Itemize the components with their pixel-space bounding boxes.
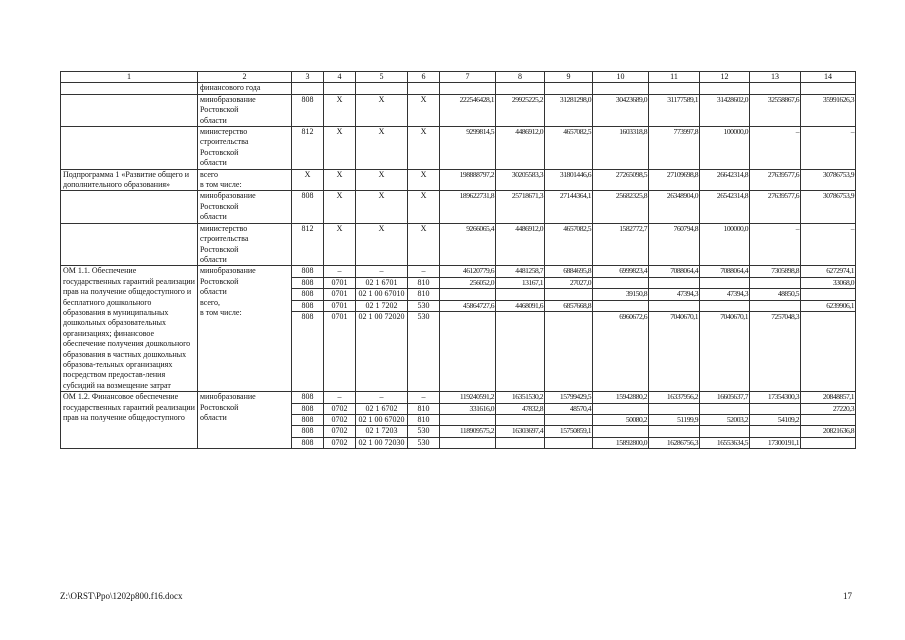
amount-cell: 256052,0	[440, 277, 495, 288]
amount-cell: 4468091,6	[496, 300, 544, 311]
amount-cell: –	[801, 127, 856, 170]
amount-cell: 6857668,8	[545, 300, 592, 311]
amount-cell: 27144364,1	[545, 191, 593, 223]
page-number: 17	[843, 591, 852, 601]
code-cell: 808	[292, 300, 323, 311]
amount-cell	[440, 437, 495, 448]
amount-cell: 46120779,6	[462, 266, 494, 276]
responsible-line: области	[200, 413, 227, 422]
amount-cell: 39150,8	[593, 289, 648, 300]
amount-cell: 13167,1	[496, 277, 544, 288]
responsible-line: минобразование	[200, 191, 256, 201]
amount-cell	[545, 289, 592, 300]
amount-cell: 30786753,9	[801, 169, 856, 191]
amount-cell: 30423689,0	[593, 94, 649, 126]
program-name-cell: ОМ 1.1. Обеспечение государственных гарантий реализации прав на получение общедоступного и бесплатного дошкольного образования в муниципальных дошкольных образовательных организациях; финансовое обеспечение получения дошкольного образования в частных дошкольных образова-тельных организациях посредством предостав-ления субсидий на возмещение затрат	[61, 266, 198, 392]
multi-line-cell	[700, 392, 750, 449]
responsible-cell	[198, 191, 292, 223]
code-cell: 808	[292, 277, 323, 288]
responsible-line: области	[200, 212, 227, 222]
amount-cell: 118909575,2	[440, 426, 495, 437]
code-cell: –	[379, 266, 384, 276]
amount-cell: 26542314,8	[700, 191, 750, 223]
code-cell: 808	[301, 266, 314, 276]
amount-cell: 15942880,2	[615, 392, 647, 402]
responsible-line: министерство	[200, 127, 248, 137]
amount-cell	[440, 289, 495, 300]
code-cell	[408, 83, 440, 94]
amount-cell: 27639577,6	[750, 169, 801, 191]
column-header: 2	[198, 72, 292, 83]
amount-cell: 30205583,3	[496, 169, 545, 191]
amount-cell: 20821636,8	[801, 426, 855, 437]
responsible-cell	[198, 266, 292, 392]
code-cell: 530	[408, 300, 439, 311]
multi-line-cell	[801, 392, 856, 449]
amount-cell	[496, 83, 545, 94]
amount-cell: 17354300,3	[767, 392, 799, 402]
code-cell: 808	[292, 415, 323, 426]
code-cell: 02 1 6701	[356, 277, 407, 288]
amount-cell: –	[750, 127, 801, 170]
code-cell: 808	[292, 191, 324, 223]
responsible-line: минобразование	[200, 94, 256, 104]
code-cell: X	[356, 169, 408, 191]
amount-cell	[593, 83, 649, 94]
code-cell: X	[324, 223, 356, 266]
program-name-cell	[61, 83, 198, 94]
header-row	[61, 72, 856, 83]
amount-cell: 6884695,8	[563, 266, 591, 276]
code-cell: X	[408, 223, 440, 266]
amount-cell: 16553634,5	[700, 437, 749, 448]
amount-cell	[496, 415, 544, 426]
amount-cell	[750, 83, 801, 94]
amount-cell: 33068,0	[801, 277, 855, 288]
table-row	[61, 223, 856, 266]
multi-line-cell	[324, 266, 356, 392]
responsible-line: минобразование	[200, 266, 256, 276]
responsible-line: Ростовской	[200, 105, 239, 115]
code-cell: X	[408, 127, 440, 170]
multi-line-cell	[292, 266, 324, 392]
amount-cell: 16351530,2	[511, 392, 543, 402]
amount-cell	[440, 83, 496, 94]
amount-cell	[801, 289, 855, 300]
multi-line-cell	[440, 266, 496, 392]
code-cell: 02 1 00 67020	[356, 415, 407, 426]
column-header: 8	[496, 72, 545, 83]
responsible-cell	[198, 94, 292, 126]
amount-cell: 27639577,6	[750, 191, 801, 223]
amount-cell	[545, 83, 593, 94]
amount-cell: 7088064,4	[720, 266, 748, 276]
amount-cell: 7305898,8	[771, 266, 799, 276]
amount-cell: 4486912,0	[496, 127, 545, 170]
code-cell: X	[324, 191, 356, 223]
responsible-cell	[198, 392, 292, 449]
amount-cell	[750, 277, 800, 288]
amount-cell	[700, 426, 749, 437]
amount-cell: 7257048,3	[750, 311, 800, 322]
table-row	[61, 94, 856, 126]
amount-cell: 7088064,4	[670, 266, 698, 276]
amount-cell	[649, 300, 699, 311]
multi-line-cell	[496, 266, 545, 392]
code-cell: 530	[408, 426, 439, 437]
amount-cell: 760794,8	[649, 223, 700, 266]
table-row	[61, 127, 856, 170]
table-row	[61, 169, 856, 191]
code-cell: 808	[292, 289, 323, 300]
amount-cell	[545, 311, 592, 322]
multi-line-cell	[545, 392, 593, 449]
column-header: 4	[324, 72, 356, 83]
responsible-line: всего,	[200, 297, 221, 307]
amount-cell	[593, 426, 648, 437]
code-cell: 808	[292, 311, 323, 322]
amount-cell	[801, 311, 855, 322]
amount-cell: 15799429,5	[559, 392, 591, 402]
column-header: 3	[292, 72, 324, 83]
amount-cell: 4481258,7	[515, 266, 543, 276]
code-cell: 810	[408, 415, 439, 426]
amount-cell	[593, 403, 648, 414]
amount-cell	[496, 289, 544, 300]
amount-cell: 27109698,8	[649, 169, 700, 191]
responsible-line: в том числе:	[200, 180, 242, 190]
amount-cell: 48850,5	[750, 289, 800, 300]
amount-cell: 27220,3	[801, 403, 855, 414]
amount-cell: 47832,8	[496, 403, 544, 414]
amount-cell: 35991626,3	[801, 94, 856, 126]
amount-cell	[545, 415, 592, 426]
code-cell: X	[356, 94, 408, 126]
code-cell: –	[421, 266, 426, 276]
amount-cell	[801, 415, 855, 426]
amount-cell	[649, 83, 700, 94]
code-cell: 02 1 7202	[356, 300, 407, 311]
code-cell: X	[292, 169, 324, 191]
code-cell: X	[324, 127, 356, 170]
code-cell: –	[337, 392, 342, 402]
multi-line-cell	[545, 266, 593, 392]
amount-cell: 6272974,1	[826, 266, 854, 276]
column-header: 12	[700, 72, 750, 83]
amount-cell: 6999823,4	[619, 266, 647, 276]
amount-cell: 31177589,1	[649, 94, 700, 126]
amount-cell: 4657082,5	[545, 127, 593, 170]
amount-cell	[750, 403, 800, 414]
code-cell	[292, 83, 324, 94]
multi-line-cell	[649, 266, 700, 392]
column-header: 13	[750, 72, 801, 83]
responsible-line: Ростовской	[200, 201, 239, 211]
amount-cell	[496, 311, 544, 322]
amount-cell: –	[750, 223, 801, 266]
responsible-line: министерство	[200, 223, 248, 233]
amount-cell	[649, 426, 699, 437]
amount-cell: 20848857,1	[822, 392, 854, 402]
amount-cell	[700, 277, 749, 288]
code-cell: 0701	[324, 311, 355, 322]
code-cell: 808	[292, 403, 323, 414]
code-cell: 0702	[324, 403, 355, 414]
responsible-line: Ростовской	[200, 402, 239, 412]
responsible-cell	[198, 169, 292, 191]
table-row	[61, 392, 856, 449]
column-header: 11	[649, 72, 700, 83]
amount-cell: 27027,0	[545, 277, 592, 288]
amount-cell: 26348904,0	[649, 191, 700, 223]
amount-cell: 50080,2	[593, 414, 648, 425]
column-header: 14	[801, 72, 856, 83]
program-name-cell	[61, 191, 198, 223]
responsible-cell	[198, 223, 292, 266]
column-header: 6	[408, 72, 440, 83]
amount-cell: 4486912,0	[496, 223, 545, 266]
code-cell: –	[337, 266, 342, 276]
responsible-line: финансового года	[200, 83, 261, 93]
amount-cell: 48570,4	[545, 403, 592, 414]
responsible-line: строительства	[200, 234, 249, 244]
responsible-line: всего	[200, 169, 219, 179]
amount-cell	[496, 437, 544, 448]
column-header: 9	[545, 72, 593, 83]
code-cell	[324, 83, 356, 94]
amount-cell: 189622731,8	[440, 191, 496, 223]
amount-cell	[440, 415, 495, 426]
amount-cell: 15892800,0	[593, 437, 648, 448]
multi-line-cell	[292, 392, 324, 449]
amount-cell: 31428602,0	[700, 94, 750, 126]
code-cell: X	[408, 169, 440, 191]
code-cell: 0702	[324, 426, 355, 437]
column-header: 7	[440, 72, 496, 83]
code-cell: 810	[408, 289, 439, 300]
code-cell: X	[324, 169, 356, 191]
program-name-cell	[61, 94, 198, 126]
code-cell: 0702	[324, 415, 355, 426]
responsible-cell	[198, 127, 292, 170]
multi-line-cell	[750, 392, 801, 449]
amount-cell: 17300191,1	[750, 437, 800, 448]
multi-line-cell	[408, 266, 440, 392]
code-cell: 02 1 00 72020	[356, 311, 407, 322]
amount-cell: 47394,3	[700, 289, 749, 300]
responsible-line: в том числе:	[200, 307, 242, 317]
amount-cell	[545, 437, 592, 448]
amount-cell: 51199,9	[649, 414, 699, 425]
amount-cell	[593, 300, 648, 311]
multi-line-cell	[593, 392, 649, 449]
code-cell: 808	[292, 426, 323, 437]
amount-cell: 4657082,5	[545, 223, 593, 266]
code-cell: 808	[301, 392, 314, 402]
multi-line-cell	[324, 392, 356, 449]
code-cell: X	[408, 191, 440, 223]
table-row	[61, 83, 856, 94]
amount-cell: 25682325,8	[593, 191, 649, 223]
code-cell: 812	[292, 223, 324, 266]
code-cell: 02 1 00 67010	[356, 289, 407, 300]
code-cell: 812	[292, 127, 324, 170]
amount-cell: 222546428,1	[440, 94, 496, 126]
amount-cell: 25718671,3	[496, 191, 545, 223]
amount-cell: 29925225,2	[496, 94, 545, 126]
amount-cell: 47394,3	[649, 289, 699, 300]
program-name-cell	[61, 127, 198, 170]
amount-cell: 6239906,1	[801, 300, 855, 311]
code-cell: 0701	[324, 277, 355, 288]
amount-cell	[801, 83, 856, 94]
amount-cell: 331616,0	[440, 403, 495, 414]
program-name-cell	[61, 223, 198, 266]
multi-line-cell	[356, 392, 408, 449]
code-cell: 02 1 6702	[356, 403, 407, 414]
amount-cell: 7040670,1	[649, 311, 699, 322]
code-cell: 02 1 00 72030	[356, 437, 407, 448]
code-cell: –	[421, 392, 426, 402]
amount-cell	[593, 277, 648, 288]
code-cell: 02 1 7203	[356, 426, 407, 437]
table-row	[61, 191, 856, 223]
amount-cell	[700, 300, 749, 311]
multi-line-cell	[496, 392, 545, 449]
code-cell: 808	[292, 437, 323, 448]
responsible-line: строительства	[200, 137, 249, 147]
code-cell	[356, 83, 408, 94]
amount-cell: –	[801, 223, 856, 266]
amount-cell	[750, 426, 800, 437]
code-cell: 530	[408, 437, 439, 448]
multi-line-cell	[801, 266, 856, 392]
responsible-line: области	[200, 254, 227, 264]
amount-cell: 119240591,2	[459, 392, 494, 402]
amount-cell: 773997,8	[649, 127, 700, 170]
code-cell: X	[356, 223, 408, 266]
amount-cell: 27265098,5	[593, 169, 649, 191]
responsible-line: Ростовской	[200, 276, 239, 286]
program-name-cell: Подпрограмма 1 «Развитие общего и дополнительного образования»	[61, 169, 198, 191]
amount-cell	[649, 277, 699, 288]
amount-cell: 9266065,4	[440, 223, 496, 266]
amount-cell: 31281298,0	[545, 94, 593, 126]
budget-table	[60, 71, 856, 449]
amount-cell: 32558867,6	[750, 94, 801, 126]
amount-cell	[440, 311, 495, 322]
amount-cell: 16605637,7	[716, 392, 748, 402]
amount-cell: 30786753,9	[801, 191, 856, 223]
multi-line-cell	[408, 392, 440, 449]
responsible-line: минобразование	[200, 392, 256, 402]
code-cell: 0701	[324, 289, 355, 300]
responsible-line: области	[200, 115, 227, 125]
amount-cell: 52003,2	[700, 414, 749, 425]
code-cell: 0702	[324, 437, 355, 448]
amount-cell: 54109,2	[750, 414, 800, 425]
amount-cell: 15750859,1	[545, 426, 592, 437]
amount-cell: 9299814,5	[440, 127, 496, 170]
multi-line-cell	[440, 392, 496, 449]
program-name-cell: ОМ 1.2. Финансовое обеспечение государственных гарантий реализации прав на получение общедоступного	[61, 392, 198, 449]
table-row	[61, 266, 856, 392]
column-header: 1	[61, 72, 198, 83]
multi-line-cell	[593, 266, 649, 392]
amount-cell: 198888797,2	[440, 169, 496, 191]
amount-cell: 100000,0	[700, 223, 750, 266]
responsible-line: области	[200, 287, 227, 297]
amount-cell: 6960672,6	[593, 311, 648, 322]
code-cell: 530	[408, 311, 439, 322]
amount-cell: 31801446,6	[545, 169, 593, 191]
amount-cell: 45864727,6	[440, 300, 495, 311]
multi-line-cell	[356, 266, 408, 392]
code-cell: X	[324, 94, 356, 126]
amount-cell: 16303697,4	[496, 426, 544, 437]
column-header: 5	[356, 72, 408, 83]
amount-cell: 16337956,2	[666, 392, 698, 402]
responsible-line: Ростовской	[200, 147, 239, 157]
code-cell: 810	[408, 403, 439, 414]
responsible-line: Ростовской	[200, 244, 239, 254]
amount-cell	[649, 403, 699, 414]
responsible-line: области	[200, 158, 227, 168]
footer-file-path: Z:\ORST\Ppo\1202p800.f16.docx	[60, 591, 183, 601]
amount-cell: 7040670,1	[700, 311, 749, 322]
amount-cell	[750, 300, 800, 311]
amount-cell: 1603318,8	[593, 127, 649, 170]
multi-line-cell	[750, 266, 801, 392]
responsible-cell	[198, 83, 292, 94]
amount-cell: 100000,0	[700, 127, 750, 170]
multi-line-cell	[649, 392, 700, 449]
code-cell: 0701	[324, 300, 355, 311]
code-cell: X	[408, 94, 440, 126]
amount-cell: 16286756,3	[649, 437, 699, 448]
code-cell: 808	[292, 94, 324, 126]
amount-cell: 1582772,7	[593, 223, 649, 266]
amount-cell	[700, 403, 749, 414]
amount-cell: 26642314,8	[700, 169, 750, 191]
multi-line-cell	[700, 266, 750, 392]
amount-cell	[801, 437, 855, 448]
column-header: 10	[593, 72, 649, 83]
code-cell: –	[379, 392, 384, 402]
code-cell: 810	[408, 277, 439, 288]
code-cell: X	[356, 191, 408, 223]
amount-cell	[700, 83, 750, 94]
code-cell: X	[356, 127, 408, 170]
